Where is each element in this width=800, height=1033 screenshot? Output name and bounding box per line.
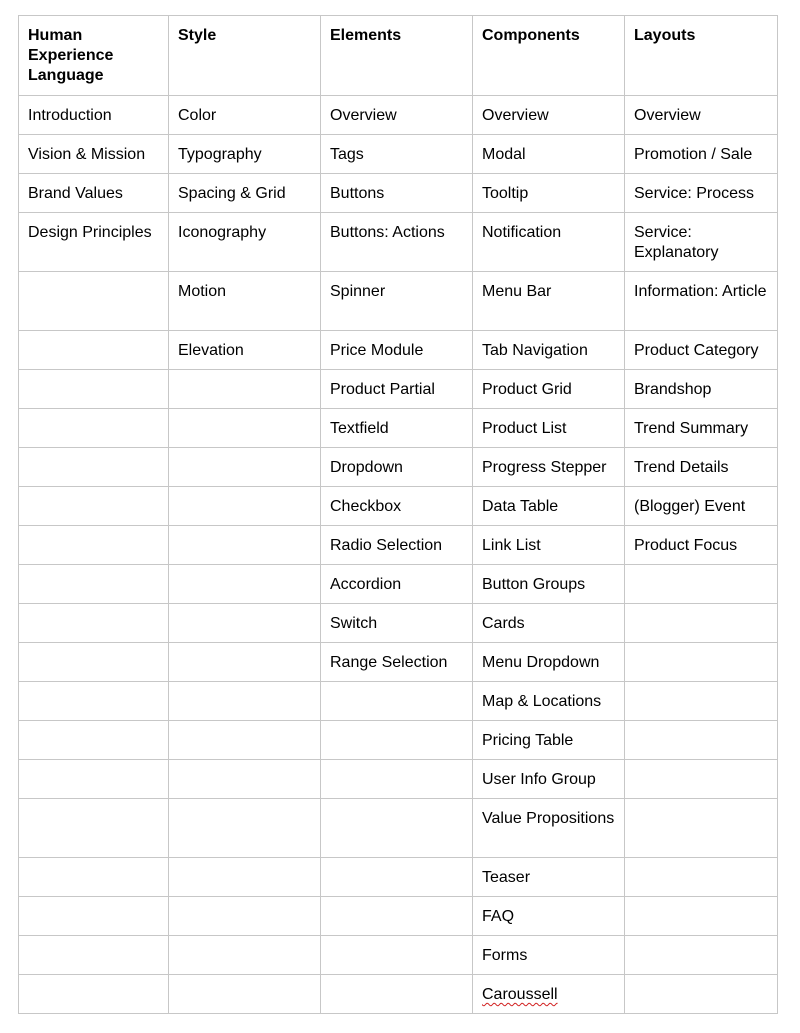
table-cell[interactable] (625, 936, 778, 975)
table-row (19, 897, 778, 936)
table-cell[interactable]: Buttons (321, 174, 473, 213)
table-cell[interactable] (625, 975, 778, 1014)
table-cell[interactable] (169, 487, 321, 526)
table-cell[interactable]: Textfield (321, 409, 473, 448)
table-cell[interactable] (321, 858, 473, 897)
misspelled-word: Caroussell (482, 986, 558, 1003)
table-cell[interactable]: Spinner (321, 272, 473, 331)
table-cell[interactable]: Cards (473, 604, 625, 643)
table-cell[interactable] (19, 799, 169, 858)
table-cell[interactable] (19, 721, 169, 760)
table-cell[interactable]: Menu Dropdown (473, 643, 625, 682)
table-cell[interactable]: Dropdown (321, 448, 473, 487)
table-cell[interactable] (321, 682, 473, 721)
table-cell[interactable] (19, 760, 169, 799)
table-cell[interactable] (19, 897, 169, 936)
table-cell[interactable]: Product Category (625, 331, 778, 370)
table-cell[interactable] (19, 604, 169, 643)
table-row (19, 858, 778, 897)
table-cell[interactable]: Typography (169, 135, 321, 174)
table-cell[interactable] (321, 936, 473, 975)
table-cell[interactable] (625, 799, 778, 858)
table-cell[interactable] (19, 370, 169, 409)
table-cell[interactable]: FAQ (473, 897, 625, 936)
table-row (19, 721, 778, 760)
table-cell[interactable]: Notification (473, 213, 625, 272)
table-cell[interactable] (625, 565, 778, 604)
table-cell[interactable] (169, 858, 321, 897)
content-table (18, 15, 778, 1014)
table-cell[interactable]: Modal (473, 135, 625, 174)
table-cell[interactable] (169, 682, 321, 721)
header-cell-components: Components (473, 16, 625, 96)
table-row (19, 604, 778, 643)
header-cell-human-experience-language: Human Experience Language (19, 16, 169, 96)
table-cell[interactable]: Range Selection (321, 643, 473, 682)
table-cell[interactable] (625, 643, 778, 682)
table-cell[interactable]: Spacing & Grid (169, 174, 321, 213)
table-row (19, 135, 778, 174)
table-cell[interactable]: Trend Details (625, 448, 778, 487)
table-cell[interactable]: Price Module (321, 331, 473, 370)
table-cell[interactable] (169, 760, 321, 799)
table-cell[interactable]: Elevation (169, 331, 321, 370)
table-cell[interactable]: Teaser (473, 858, 625, 897)
table-row (19, 936, 778, 975)
table-cell[interactable] (169, 604, 321, 643)
table-cell[interactable]: Product List (473, 409, 625, 448)
table-cell[interactable] (321, 897, 473, 936)
table-cell[interactable]: Color (169, 96, 321, 135)
table-cell[interactable] (625, 682, 778, 721)
table-cell[interactable] (19, 409, 169, 448)
table-cell[interactable]: Service: Process (625, 174, 778, 213)
table-row (19, 682, 778, 721)
table-cell[interactable]: Pricing Table (473, 721, 625, 760)
table-cell[interactable] (19, 643, 169, 682)
table-cell[interactable] (19, 565, 169, 604)
table-cell[interactable]: Brand Values (19, 174, 169, 213)
table-cell[interactable]: Promotion / Sale (625, 135, 778, 174)
table-cell[interactable] (321, 799, 473, 858)
table-cell[interactable]: Iconography (169, 213, 321, 272)
table-row (19, 409, 778, 448)
table-row (19, 526, 778, 565)
table-cell[interactable] (169, 936, 321, 975)
table-cell[interactable]: Overview (625, 96, 778, 135)
table-row (19, 448, 778, 487)
table-cell[interactable] (19, 272, 169, 331)
table-row (19, 331, 778, 370)
table-cell[interactable] (169, 448, 321, 487)
table-row (19, 174, 778, 213)
table-row (19, 487, 778, 526)
table-row (19, 643, 778, 682)
table-cell[interactable] (19, 526, 169, 565)
table-cell[interactable]: Radio Selection (321, 526, 473, 565)
table-cell[interactable]: (Blogger) Event (625, 487, 778, 526)
table-cell[interactable]: Link List (473, 526, 625, 565)
table-cell[interactable] (169, 643, 321, 682)
table-row (19, 565, 778, 604)
table-cell[interactable]: Overview (321, 96, 473, 135)
table-row (19, 96, 778, 135)
table-cell[interactable] (19, 936, 169, 975)
table-cell[interactable] (19, 331, 169, 370)
table-cell[interactable] (169, 565, 321, 604)
table-row (19, 213, 778, 272)
table-cell[interactable]: Product Partial (321, 370, 473, 409)
table-cell[interactable]: Tab Navigation (473, 331, 625, 370)
table-cell[interactable] (625, 721, 778, 760)
table-cell[interactable] (625, 897, 778, 936)
table-cell[interactable]: Switch (321, 604, 473, 643)
table-cell[interactable] (625, 604, 778, 643)
table-cell[interactable] (169, 799, 321, 858)
table-cell[interactable]: Motion (169, 272, 321, 331)
table-cell[interactable]: Introduction (19, 96, 169, 135)
table-cell[interactable] (169, 370, 321, 409)
table-cell[interactable] (169, 409, 321, 448)
table-cell[interactable] (19, 975, 169, 1014)
header-cell-style: Style (169, 16, 321, 96)
table-cell[interactable]: Brandshop (625, 370, 778, 409)
table-cell[interactable]: Buttons: Actions (321, 213, 473, 272)
table-cell[interactable] (169, 897, 321, 936)
table-cell[interactable]: Trend Summary (625, 409, 778, 448)
header-cell-elements: Elements (321, 16, 473, 96)
table-cell[interactable]: Information: Article (625, 272, 778, 331)
table-cell[interactable]: Value Propositions (473, 799, 625, 858)
table-cell[interactable] (19, 858, 169, 897)
table-cell[interactable]: Map & Locations (473, 682, 625, 721)
table-cell[interactable] (19, 682, 169, 721)
table-cell[interactable]: Forms (473, 936, 625, 975)
table-cell[interactable]: Checkbox (321, 487, 473, 526)
table-cell[interactable] (321, 721, 473, 760)
header-row (19, 16, 778, 96)
table-cell[interactable]: Product Focus (625, 526, 778, 565)
table-cell[interactable] (321, 975, 473, 1014)
table-cell[interactable]: User Info Group (473, 760, 625, 799)
table-row (19, 799, 778, 858)
table-cell[interactable] (169, 975, 321, 1014)
table-row (19, 975, 778, 1014)
table-cell[interactable]: Tooltip (473, 174, 625, 213)
table-cell[interactable]: Data Table (473, 487, 625, 526)
table-cell[interactable] (169, 526, 321, 565)
table-cell[interactable] (321, 760, 473, 799)
table-cell[interactable]: Tags (321, 135, 473, 174)
header-cell-layouts: Layouts (625, 16, 778, 96)
table-cell[interactable] (473, 975, 625, 1014)
table-cell[interactable]: Product Grid (473, 370, 625, 409)
table-row (19, 760, 778, 799)
table-cell[interactable]: Menu Bar (473, 272, 625, 331)
table-cell[interactable]: Vision & Mission (19, 135, 169, 174)
table-row (19, 370, 778, 409)
table-cell[interactable]: Button Groups (473, 565, 625, 604)
table-cell[interactable]: Overview (473, 96, 625, 135)
table-cell[interactable] (19, 487, 169, 526)
table-cell[interactable] (625, 858, 778, 897)
table-cell[interactable] (625, 760, 778, 799)
table-cell[interactable]: Service: Explanatory (625, 213, 778, 272)
table-cell[interactable]: Progress Stepper (473, 448, 625, 487)
table-cell[interactable] (19, 448, 169, 487)
table-cell[interactable]: Design Principles (19, 213, 169, 272)
table-cell[interactable] (169, 721, 321, 760)
table-row (19, 272, 778, 331)
table-cell[interactable]: Accordion (321, 565, 473, 604)
